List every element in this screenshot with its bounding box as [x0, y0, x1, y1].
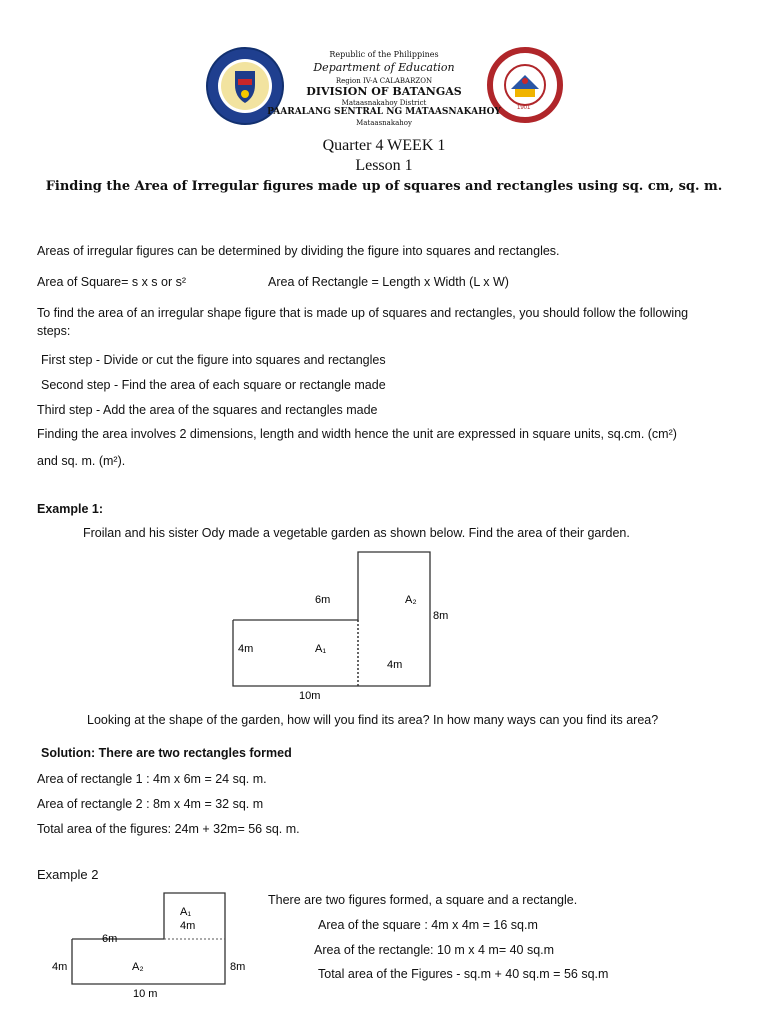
fig1-a2-label: A₂ — [405, 594, 417, 606]
fig2-right-height: 8m — [230, 961, 246, 973]
example1-total: Total area of the figures: 24m + 32m= 56 sq. m. — [37, 822, 300, 836]
header-department: Department of Education — [313, 61, 455, 74]
steps-intro-line1: To find the area of an irregular shape figure that is made up of squares and rectangles, you should follow the following — [37, 306, 689, 320]
example1-solution: Solution: There are two rectangles formed — [41, 746, 292, 760]
fig2-a2-label: A₂ — [132, 961, 144, 973]
example1-question: Looking at the shape of the garden, how will you find its area? In how many ways can you find its area? — [87, 713, 659, 727]
fig2-outline — [72, 893, 225, 984]
rectangle-formula: Area of Rectangle = Length x Width (L x W) — [268, 275, 509, 289]
example1-label: Example 1: — [37, 502, 104, 516]
lesson-heading: Finding the Area of Irregular figures made up of squares and rectangles using sq. cm, sq. m. — [45, 179, 723, 194]
example2-label: Example 2 — [37, 867, 99, 882]
units-line2: and sq. m. (m²). — [37, 454, 126, 468]
example2-line1: There are two figures formed, a square and a rectangle. — [268, 893, 578, 907]
example1-rect1: Area of rectangle 1 : 4m x 6m = 24 sq. m. — [37, 772, 267, 786]
fig1-left-height: 4m — [238, 643, 254, 655]
fig2-bottom-length: 10 m — [133, 988, 158, 1000]
step-1: First step - Divide or cut the figure into squares and rectangles — [41, 353, 386, 367]
header-region: Region IV-A CALABARZON — [335, 77, 433, 85]
header-school: PAARALANG SENTRAL NG MATAASNAKAHOY — [267, 107, 501, 117]
header-division: DIVISION OF BATANGAS — [306, 85, 462, 98]
header-district: Mataasnakahoy District — [341, 99, 427, 107]
header-republic: Republic of the Philippines — [329, 50, 439, 59]
fig1-top-length: 6m — [315, 594, 331, 606]
example1-problem: Froilan and his sister Ody made a vegetable garden as shown below. Find the area of their garden. — [83, 526, 630, 540]
intro-line: Areas of irregular figures can be determined by dividing the figure into squares and rectangles. — [37, 244, 560, 258]
header-town: Mataasnakahoy — [356, 119, 412, 127]
square-formula: Area of Square= s x s or s² — [37, 275, 187, 289]
step-2: Second step - Find the area of each square or rectangle made — [41, 378, 386, 392]
fig1-right-height: 8m — [433, 610, 449, 622]
title-quarter: Quarter 4 WEEK 1 — [322, 137, 446, 154]
fig2-a1-side: 4m — [180, 920, 196, 932]
school-seal-year: 1901 — [517, 105, 531, 111]
example2-line3: Area of the rectangle: 10 m x 4 m= 40 sq.m — [314, 943, 555, 957]
example2-line4: Total area of the Figures - sq.m + 40 sq.m = 56 sq.m — [318, 967, 609, 981]
example1-rect2: Area of rectangle 2 : 8m x 4m = 32 sq. m — [37, 797, 264, 811]
example1-figure — [229, 548, 459, 700]
fig1-inner-width: 4m — [387, 659, 403, 671]
units-line1: Finding the area involves 2 dimensions, length and width hence the unit are expressed in square units, sq.cm. (cm²) — [37, 427, 677, 441]
fig1-a1-label: A₁ — [315, 643, 327, 655]
fig2-a1-label: A₁ — [180, 906, 192, 918]
example2-line2: Area of the square : 4m x 4m = 16 sq.m — [318, 918, 538, 932]
fig1-bottom-length: 10m — [299, 690, 321, 700]
example2-figure — [45, 888, 285, 1004]
fig2-top-length: 6m — [102, 933, 118, 945]
steps-intro-line2: steps: — [37, 324, 71, 338]
title-lesson: Lesson 1 — [355, 157, 413, 174]
fig2-left-height: 4m — [52, 961, 68, 973]
step-3: Third step - Add the area of the squares and rectangles made — [37, 403, 378, 417]
